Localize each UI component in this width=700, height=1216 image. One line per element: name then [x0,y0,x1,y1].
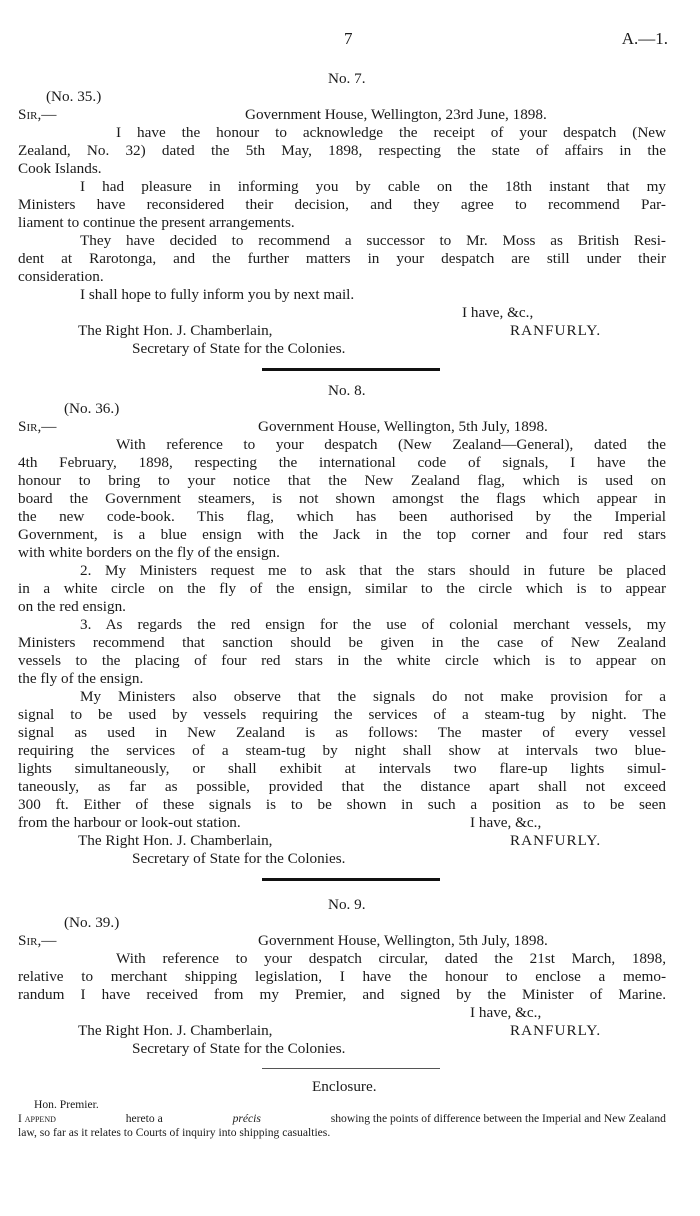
enclosure-precis: précis [232,1112,261,1125]
text-line: 4th February, 1898, respecting the international code of signals, I have the [18,454,666,471]
enclosure-heading: Enclosure. [312,1078,377,1095]
text-line: Zealand, No. 32) dated the 5th May, 1898, respecting the state of affairs in the [18,142,666,159]
section-rule [262,368,440,371]
text-line: signal to be used by vessels requiring the services of a steam-tug by night. The [18,706,666,723]
text-line: the fly of the ensign. [18,670,144,687]
text-line: Ministers recommend that sanction should be given in the case of New Zealand [18,634,666,651]
despatch-ref: (No. 35.) [46,88,102,105]
text-line: board the Government steamers, is not shown amongst the flags which appear in [18,490,666,507]
office: Secretary of State for the Colonies. [132,850,346,867]
despatch-heading: No. 9. [328,896,366,913]
text-line: consideration. [18,268,104,285]
closing: I have, &c., [470,814,542,831]
despatch-ref: (No. 39.) [64,914,120,931]
text-line: Government, is a blue ensign with the Jack in the top corner and four red stars [18,526,666,543]
text-line: dent at Rarotonga, and the further matters in your despatch are still under their [18,250,666,267]
text-line: With reference to your despatch circular, dated the 21st March, 1898, [116,950,666,967]
text-line: I shall hope to fully inform you by next mail. [80,286,355,303]
text-line: lights simultaneously, or shall exhibit at intervals two flare-up lights simul- [18,760,666,777]
text-line: Cook Islands. [18,160,102,177]
text-line: signal as used in New Zealand is as follows: The master of every vessel [18,724,666,741]
text-line: vessels to the placing of four red stars in the white circle which is to appear on [18,652,666,669]
despatch-heading: No. 8. [328,382,366,399]
text-line: in a white circle on the fly of the ensign, similar to the circle which is to appear [18,580,666,597]
text-line: with white borders on the fly of the ensign. [18,544,280,561]
text-line: My Ministers also observe that the signals do not make provision for a [80,688,666,705]
enclosure-line-2: law, so far as it relates to Courts of inquiry into shipping casualties. [18,1126,331,1139]
enclosure-text-b: showing the points of difference between the Imperial and New Zealand [330,1112,666,1125]
enclosure-text-a: hereto a [125,1112,163,1125]
page-number: 7 [344,29,353,48]
enclosure-line [18,1112,666,1126]
signature: RANFURLY. [510,832,602,849]
place-date: Government House, Wellington, 5th July, 1898. [258,932,548,949]
text-line: from the harbour or look-out station. [18,814,241,831]
addressee: The Right Hon. J. Chamberlain, [78,832,273,849]
place-date: Government House, Wellington, 23rd June, 1898. [245,106,547,123]
enclosure-addressee: Hon. Premier. [34,1098,99,1111]
text-line: liament to continue the present arrangements. [18,214,295,231]
text-line: I had pleasure in informing you by cable on the 18th instant that my [80,178,666,195]
addressee: The Right Hon. J. Chamberlain, [78,1022,273,1039]
despatch-ref: (No. 36.) [64,400,120,417]
series-code: A.—1. [621,29,668,48]
text-line: relative to merchant shipping legislation, I have the honour to enclose a memo- [18,968,666,985]
text-line: With reference to your despatch (New Zealand—General), dated the [116,436,666,453]
salutation: Sir,— [18,106,57,123]
office: Secretary of State for the Colonies. [132,340,346,357]
closing: I have, &c., [470,1004,542,1021]
text-line: taneously, as far as possible, provided that the distance apart shall not exceed [18,778,666,795]
salutation: Sir,— [18,932,57,949]
text-line: 2. My Ministers request me to ask that the stars should in future be placed [80,562,666,579]
section-rule-thin [262,1068,440,1069]
section-rule [262,878,440,881]
text-line: the new code-book. This flag, which has been authorised by the Imperial [18,508,666,525]
text-line: 3. As regards the red ensign for the use of colonial merchant vessels, my [80,616,666,633]
salutation: Sir,— [18,418,57,435]
text-line: Ministers have reconsidered their decision, and they agree to recommend Par- [18,196,666,213]
text-line: randum I have received from my Premier, and signed by the Minister of Marine. [18,986,666,1003]
text-line: on the red ensign. [18,598,126,615]
signature: RANFURLY. [510,1022,602,1039]
despatch-heading: No. 7. [328,70,366,87]
signature: RANFURLY. [510,322,602,339]
office: Secretary of State for the Colonies. [132,1040,346,1057]
text-line: requiring the services of a steam-tug by night shall show at intervals two blue- [18,742,666,759]
place-date: Government House, Wellington, 5th July, 1898. [258,418,548,435]
text-line: 300 ft. Either of these signals is to be shown in such a position as to be seen [18,796,666,813]
text-line: They have decided to recommend a successor to Mr. Moss as British Resi- [80,232,666,249]
text-line: I have the honour to acknowledge the receipt of your despatch (New [116,124,666,141]
enclosure-lead: I append [18,1112,56,1125]
closing: I have, &c., [462,304,534,321]
text-line: honour to bring to your notice that the New Zealand flag, which is used on [18,472,666,489]
addressee: The Right Hon. J. Chamberlain, [78,322,273,339]
